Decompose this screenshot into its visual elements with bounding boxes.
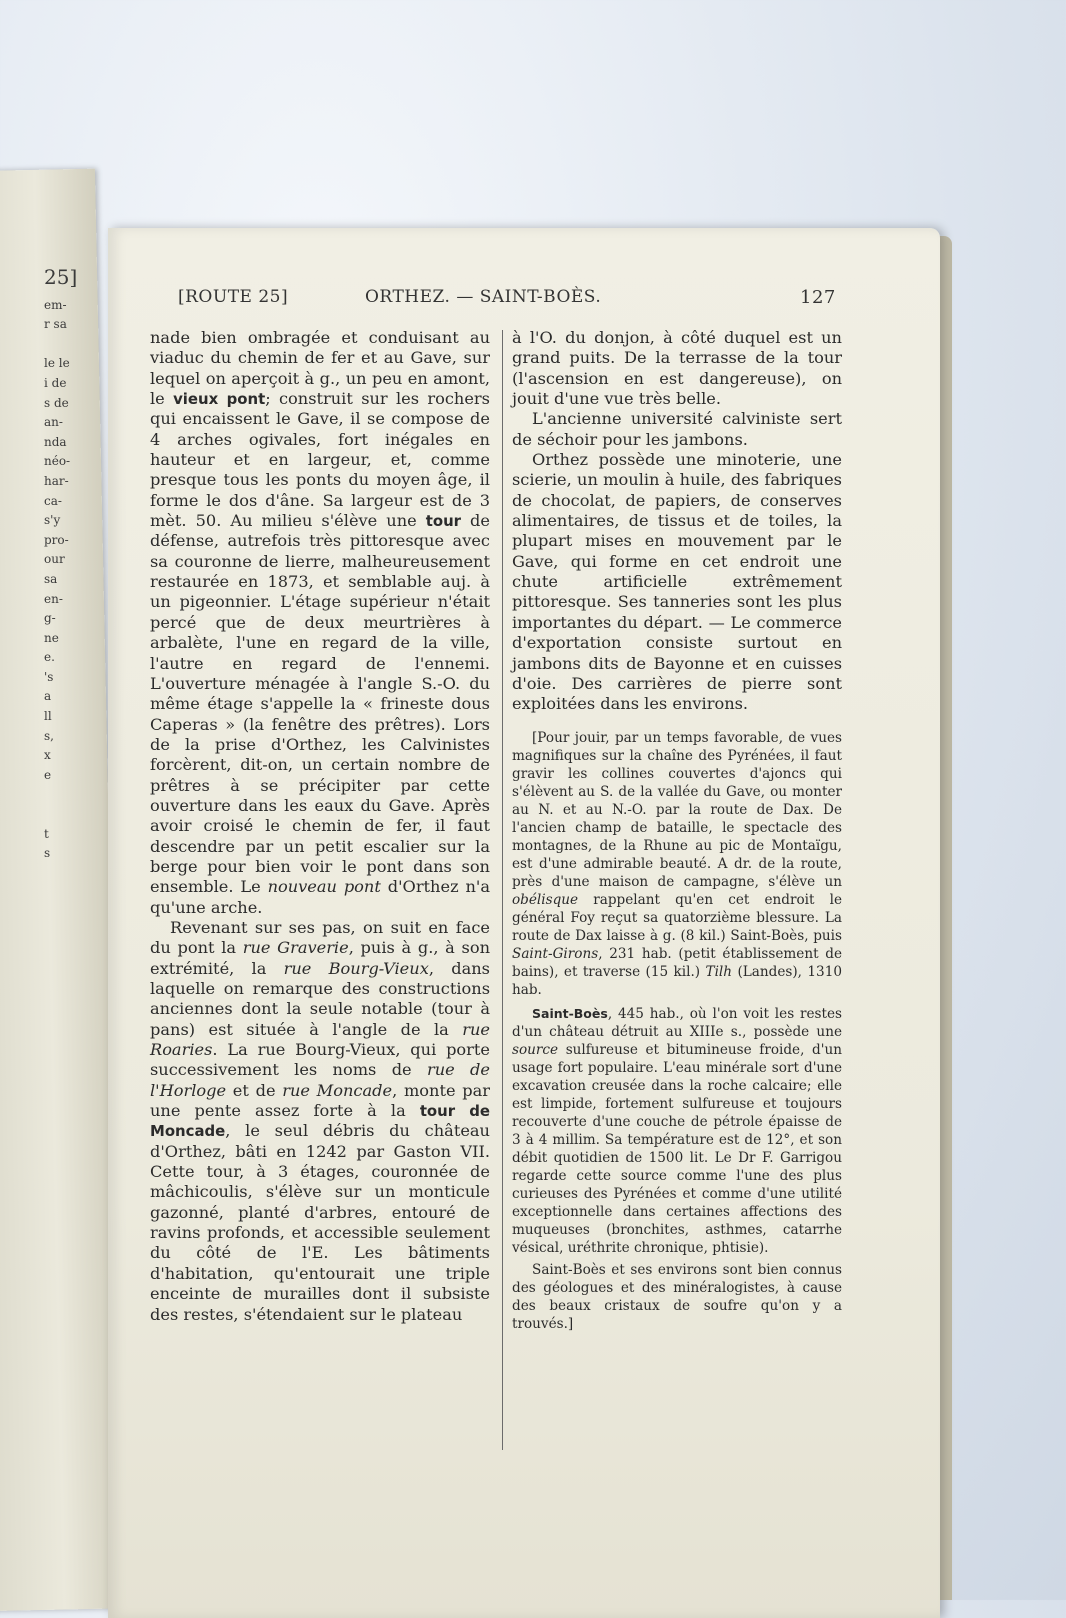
left-fragment-line: e (44, 767, 52, 782)
left-fragment-line: i de (44, 375, 67, 390)
left-fragment-line: s de (44, 395, 69, 410)
left-fragment-line: nda (44, 434, 67, 449)
left-fragment-line: 's (44, 669, 54, 684)
running-head-route: [ROUTE 25] (178, 287, 289, 307)
left-fragment-line: en- (44, 591, 63, 606)
paragraph-geology: Saint-Boès et ses environs sont bien connus des géologues et des minéralogistes, à cause des beaux cristaux de soufre qu'on y a trouvés.] (512, 1261, 842, 1332)
text-column-left (150, 328, 490, 1325)
paragraph-moncade-tower: Revenant sur ses pas, on suit en face du pont la rue Graverie, puis à g., à son extrémité, la rue Bourg-Vieux, dans laquelle on remarque des constructions anciennes dont la seule notable (tour à pans) est située à l'angle de la rue Roaries. La rue Bourg-Vieux, qui porte successivement les noms de rue de l'Horloge et de rue Moncade, monte par une pente assez forte à la tour de Moncade, le seul débris du château d'Orthez, bâti en 1242 par Gaston VII. Cette tour, à 3 étages, couronnée de mâchicoulis, s'élève sur un monticule gazonné, planté d'arbres, entouré de ravins profonds, et accessible seulement du côté de l'E. Les bâtiments d'habitation, qu'entourait une triple enceinte de murailles dont il subsiste des restes, s'étendaient sur le plateau (150, 917, 491, 1324)
left-fragment-line: néo- (44, 454, 71, 469)
left-fragment-line: ll (44, 709, 52, 724)
left-fragment-line: le le (44, 356, 70, 371)
paragraph-excursion-note: [Pour jouir, par un temps favorable, de vues magnifiques sur la chaîne des Pyrénées, il faut gravir les collines couvertes d'ajoncs qui s'élèvent au S. de la vallée du Gave, ou monter au N. et au N.-O. par la route de Dax. De l'ancien champ de bataille, le spectacle des montagnes, de la Rhune au pic de Montaïgu, est d'une admirable beauté. A dr. de la route, près d'une maison de campagne, s'élève un obélisque rappelant qu'en cet endroit le général Foy reçut sa quatorzième blessure. La route de Dax laisse à g. (8 kil.) Saint-Boès, puis Saint-Girons, 231 hab. (petit établissement de bains), et traverse (15 kil.) Tilh (Landes), 1310 hab. (512, 729, 842, 998)
left-page-fragment (44, 265, 104, 864)
left-fragment-line: sa (44, 571, 58, 586)
left-fragment-line: e. (44, 650, 55, 665)
paragraph-bridge-description: nade bien ombragée et conduisant au viaduc du chemin de fer et au Gave, sur lequel on aperçoit à g., un peu en amont, le vieux pont; construit sur les rochers qui encaissent le Gave, il se compose de 4 arches ogivales, fort inégales en hauteur et en largeur, et, comme presque tous les ponts du moyen âge, il forme le dos d'âne. Sa largeur est de 3 mèt. 50. Au milieu s'élève une tour de défense, autrefois très pittoresque avec sa couronne de lierre, malheureusement restaurée en 1873, et semblable auj. à un pigeonnier. L'étage supérieur n'était percé que de deux meurtrières à arbalète, l'une en regard de la ville, l'autre en regard de l'ennemi. L'ouverture ménagée à l'angle S.-O. du même étage s'appelle la « frineste dous Caperas » (la fenêtre des prêtres). Lors de la prise d'Orthez, les Calvinistes forcèrent, dit-on, un certain nombre de prêtres à se précipiter par cette ouverture dans les eaux du Gave. Après avoir croisé le chemin de fer, il faut descendre par un petit escalier sur la berge pour bien voir le pont dans son ensemble. Le nouveau pont d'Orthez n'a qu'une arche. (150, 328, 490, 917)
left-fragment-line: har- (44, 473, 69, 488)
left-fragment-line (44, 805, 104, 825)
paragraph-industry: Orthez possède une minoterie, une scierie, un moulin à huile, des fabriques de chocolat, de papiers, de conserves alimentaires, de tissus et de toiles, la plupart mises en mouvement par le Gave, qui forme en cet endroit une chute artificielle extrêmement pittoresque. Ses tanneries sont les plus importantes du départ. — Le commerce d'exportation consiste surtout en jambons dits de Bayonne et en cuisses d'oie. Des carrières de pierre sont exploitées dans les environs. (512, 450, 842, 714)
left-fragment-line: a (44, 689, 52, 704)
left-fragment-line: an- (44, 415, 63, 430)
column-rule (502, 330, 503, 1450)
left-page-text-fragments (44, 296, 104, 864)
running-head-title: ORTHEZ. — SAINT-BOÈS. (365, 287, 602, 307)
left-fragment-line: s'y (44, 513, 61, 528)
left-fragment-line: g- (44, 611, 56, 626)
left-fragment-line (44, 335, 104, 355)
left-fragment-line: pro- (44, 532, 69, 547)
left-fragment-line: t (44, 826, 49, 841)
page-number: 127 (800, 287, 836, 308)
left-fragment-line: s, (44, 728, 54, 743)
left-fragment-line: ne (44, 630, 59, 645)
left-page-number: 25] (44, 265, 78, 289)
left-fragment-line: r sa (44, 317, 67, 332)
paragraph-university: L'ancienne université calviniste sert de séchoir pour les jambons. (512, 409, 842, 449)
left-fragment-line: ca- (44, 493, 62, 508)
paragraph-donjon: à l'O. du donjon, à côté duquel est un grand puits. De la terrasse de la tour (l'ascension en est dangereuse), on jouit d'une vue très belle. (512, 328, 842, 409)
left-fragment-line: s (44, 846, 51, 861)
left-fragment-line: x (44, 748, 51, 763)
paragraph-saint-boes: Saint-Boès, 445 hab., où l'on voit les restes d'un château détruit au XIIIe s., possède une source sulfureuse et bitumineuse froide, d'un usage fort populaire. L'eau minérale sort d'une excavation creusée dans la roche calcaire; elle est limpide, fortement sulfureuse et toujours recouverte d'une couche de pétrole épaisse de 3 à 4 millim. Sa température est de 12°, et son débit quotidien de 1500 lit. Le Dr F. Garrigou regarde cette source comme l'une des plus curieuses des Pyrénées et comme d'une utilité exceptionnelle dans certaines affections des muqueuses (bronchites, asthmes, catarrhe vésical, uréthrite chronique, phtisie). (512, 1005, 842, 1256)
left-fragment-line (44, 785, 104, 805)
text-column-right (512, 328, 842, 1333)
left-fragment-line: em- (44, 297, 67, 312)
left-fragment-line: our (44, 552, 65, 567)
